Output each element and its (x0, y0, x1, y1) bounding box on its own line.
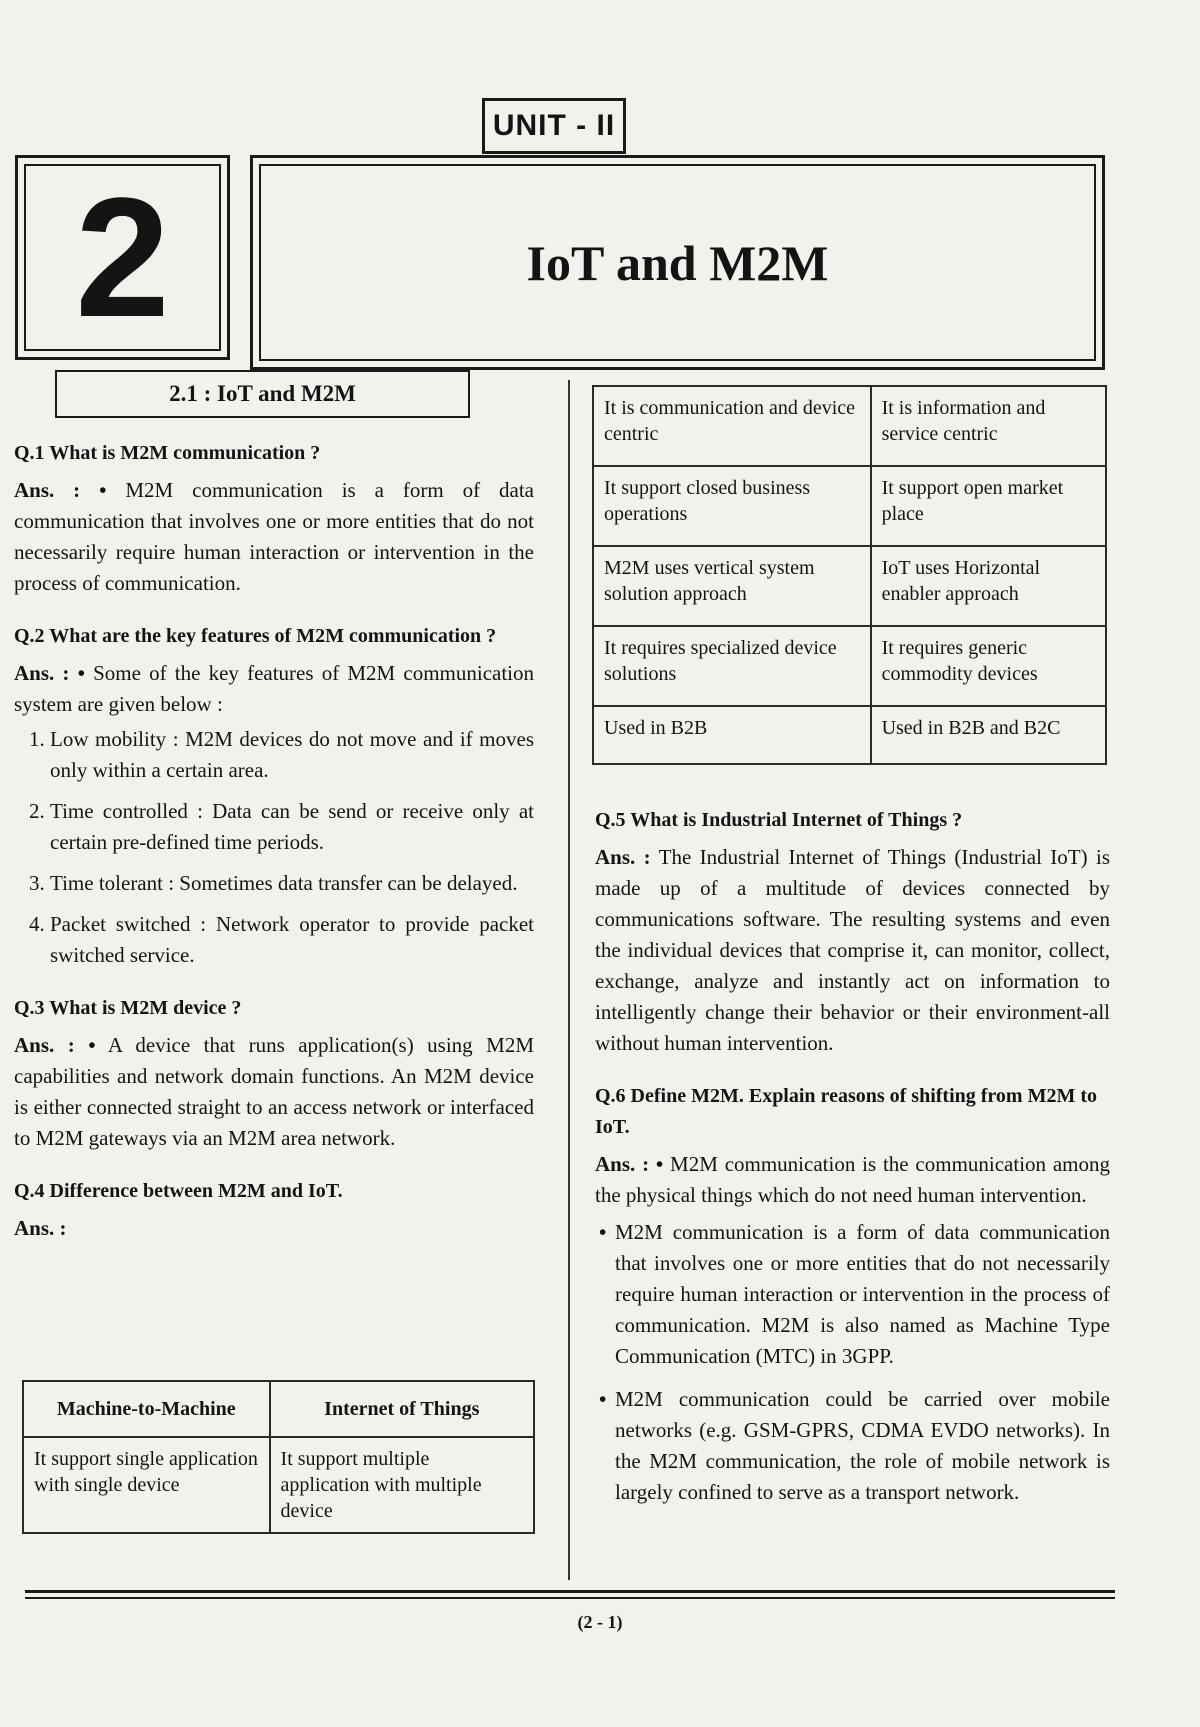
feature-item: 1. Low mobility : M2M devices do not move and if moves only within a certain area. (50, 724, 534, 786)
q5-answer (595, 842, 1110, 1059)
left-column (14, 438, 534, 1266)
chapter-number-box (15, 155, 230, 360)
q6-ans-label: Ans. : • (595, 1152, 664, 1176)
q4-block (14, 1176, 534, 1244)
q2-ans-label: Ans. : • (14, 661, 85, 685)
q4-question: Q.4 Difference between M2M and IoT. (14, 1180, 343, 1202)
table-cell: It requires specialized device solutions (593, 626, 871, 706)
table-row (593, 706, 1106, 764)
q6-answer (595, 1149, 1110, 1211)
q1-ans-label: Ans. : • (14, 478, 107, 502)
q1-answer (14, 475, 534, 599)
table-cell: Used in B2B (593, 706, 871, 764)
q3-block (14, 993, 534, 1154)
q3-answer-text: A device that runs application(s) using M2M capabilities and network domain functions. An M2M device is either connected straight to an access network or interfaced to M2M gateways via an M2M area network. (14, 1033, 534, 1150)
table-row (593, 546, 1106, 626)
table-row (593, 466, 1106, 546)
table-cell: It requires generic commodity devices (871, 626, 1106, 706)
q3-question: Q.3 What is M2M device ? (14, 997, 242, 1019)
q1-block (14, 438, 534, 599)
q2-block (14, 621, 534, 971)
q1-question: Q.1 What is M2M communication ? (14, 442, 321, 464)
q6-answer-text: M2M communication is the communication among the physical things which do not need human intervention. (595, 1152, 1111, 1207)
table-header-row (23, 1381, 534, 1437)
q5-question: Q.5 What is Industrial Internet of Things ? (595, 809, 963, 831)
table-header-m2m: Machine-to-Machine (23, 1381, 270, 1437)
right-column (595, 805, 1110, 1530)
feature-item: 4. Packet switched : Network operator to provide packet switched service. (50, 909, 534, 971)
q4-answer (14, 1213, 534, 1244)
table-row (23, 1437, 534, 1533)
q6-question: Q.6 Define M2M. Explain reasons of shifting from M2M to IoT. (595, 1085, 1098, 1138)
comparison-table-part2 (592, 385, 1107, 765)
q3-ans-label: Ans. : • (14, 1033, 96, 1057)
q5-block (595, 805, 1110, 1059)
q5-ans-label: Ans. : (595, 845, 651, 869)
q2-question: Q.2 What are the key features of M2M communication ? (14, 625, 497, 647)
q2-answer-text: Some of the key features of M2M communication system are given below : (14, 661, 535, 716)
footer-rule (25, 1590, 1115, 1593)
table-cell: It support single application with single device (23, 1437, 270, 1533)
bullet-item: • M2M communication could be carried over mobile networks (e.g. GSM-GPRS, CDMA EVDO networks). In the M2M communication, the role of mobile network is largely confined to serve as a transport network. (615, 1384, 1110, 1508)
chapter-title-box (250, 155, 1105, 370)
unit-label: UNIT - II (482, 98, 626, 154)
chapter-number: 2 (24, 164, 221, 351)
column-divider (568, 380, 570, 1580)
table-cell: It support closed business operations (593, 466, 871, 546)
feature-item: 2. Time controlled : Data can be send or receive only at certain pre-defined time periods. (50, 796, 534, 858)
chapter-title: IoT and M2M (259, 164, 1096, 361)
comparison-table (22, 1380, 535, 1534)
section-heading: 2.1 : IoT and M2M (55, 370, 470, 418)
bullet-item: • M2M communication is a form of data communication that involves one or more entities that do not necessarily require human interaction or intervention in the process of communication. M2M is also named as Machine Type Communication (MTC) in 3GPP. (615, 1217, 1110, 1372)
feature-item: 3. Time tolerant : Sometimes data transfer can be delayed. (50, 868, 534, 899)
comparison-table-part1 (22, 1380, 535, 1534)
q5-answer-text: The Industrial Internet of Things (Industrial IoT) is made up of a multitude of devices connected by communications software. The resulting systems and even the individual devices that comprise it, can monitor, collect, exchange, analyze and instantly act on information to intelligently change their behavior or their environment-all without human intervention. (595, 845, 1110, 1055)
q2-answer (14, 658, 534, 720)
table-cell: It is information and service centric (871, 386, 1106, 466)
footer-rule (25, 1597, 1115, 1599)
features-list (14, 724, 534, 971)
table-cell: It support multiple application with multiple device (270, 1437, 534, 1533)
q3-answer (14, 1030, 534, 1154)
table-cell: It is communication and device centric (593, 386, 871, 466)
table-header-iot: Internet of Things (270, 1381, 534, 1437)
q6-block (595, 1081, 1110, 1508)
table-row (593, 626, 1106, 706)
page-number: (2 - 1) (577, 1612, 623, 1632)
table-cell: IoT uses Horizontal enabler approach (871, 546, 1106, 626)
table-row (593, 386, 1106, 466)
q6-bullets (595, 1217, 1110, 1508)
q1-answer-text: M2M communication is a form of data communication that involves one or more entities that do not necessarily require human interaction or intervention in the process of communication. (14, 478, 534, 595)
comparison-table-continued (592, 385, 1107, 765)
q4-ans-label: Ans. : (14, 1216, 67, 1240)
table-cell: Used in B2B and B2C (871, 706, 1106, 764)
table-cell: M2M uses vertical system solution approach (593, 546, 871, 626)
table-cell: It support open market place (871, 466, 1106, 546)
